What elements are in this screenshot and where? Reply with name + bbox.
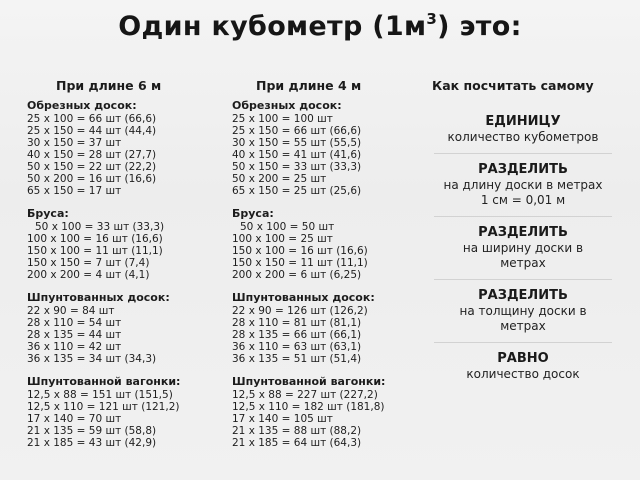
calc-step	[428, 161, 618, 208]
lumber-row: 28 x 110 = 81 шт (81,1)	[232, 317, 362, 329]
step-description: на длину доски в метрах	[443, 178, 603, 192]
lumber-row: 21 x 185 = 64 шт (64,3)	[232, 437, 362, 449]
group-title: Обрезных досок:	[27, 99, 137, 112]
lumber-group	[27, 292, 217, 365]
lumber-row: 17 x 140 = 105 шт	[232, 413, 333, 425]
lumber-row: 21 x 135 = 88 шт (88,2)	[232, 425, 362, 437]
column-length-6m	[27, 100, 217, 460]
lumber-group	[232, 208, 422, 281]
lumber-row: 30 x 150 = 55 шт (55,5)	[232, 137, 362, 149]
lumber-row: 36 x 110 = 63 шт (63,1)	[232, 341, 362, 353]
lumber-row: 28 x 135 = 44 шт	[27, 329, 122, 341]
lumber-row: 150 x 100 = 11 шт (11,1)	[27, 245, 163, 257]
lumber-row: 25 x 100 = 66 шт (66,6)	[27, 113, 157, 125]
step-verb: РАЗДЕЛИТЬ	[478, 162, 568, 177]
group-title: Шпунтованных досок:	[232, 291, 375, 304]
lumber-row: 36 x 135 = 51 шт (51,4)	[232, 353, 362, 365]
step-description: количество кубометров	[447, 130, 599, 144]
step-description: количество досок	[466, 367, 580, 381]
column-header-length-6m: При длине 6 м	[56, 78, 162, 93]
step-description: 1 см = 0,01 м	[480, 193, 566, 207]
lumber-row: 36 x 135 = 34 шт (34,3)	[27, 353, 157, 365]
group-title: Шпунтованной вагонки:	[27, 375, 181, 388]
lumber-row: 150 x 100 = 16 шт (16,6)	[232, 245, 368, 257]
lumber-row: 200 x 200 = 4 шт (4,1)	[27, 269, 150, 281]
lumber-group	[27, 376, 217, 449]
lumber-row: 22 x 90 = 84 шт	[27, 305, 115, 317]
title-superscript: 3	[426, 10, 438, 28]
lumber-row: 25 x 100 = 100 шт	[232, 113, 333, 125]
lumber-row: 25 x 150 = 66 шт (66,6)	[232, 125, 362, 137]
lumber-row: 50 x 100 = 33 шт (33,3)	[35, 221, 165, 233]
lumber-row: 12,5 x 110 = 121 шт (121,2)	[27, 401, 180, 413]
column-length-4m	[232, 100, 422, 460]
lumber-row: 40 x 150 = 41 шт (41,6)	[232, 149, 362, 161]
lumber-group	[232, 376, 422, 449]
calc-step	[428, 350, 618, 382]
lumber-row: 65 x 150 = 25 шт (25,6)	[232, 185, 362, 197]
step-divider	[434, 279, 612, 280]
lumber-row: 21 x 185 = 43 шт (42,9)	[27, 437, 157, 449]
step-verb: РАЗДЕЛИТЬ	[478, 225, 568, 240]
lumber-row: 100 x 100 = 16 шт (16,6)	[27, 233, 163, 245]
group-title: Бруса:	[27, 207, 69, 220]
calc-step	[428, 287, 618, 334]
lumber-row: 36 x 110 = 42 шт	[27, 341, 122, 353]
lumber-row: 17 x 140 = 70 шт	[27, 413, 122, 425]
lumber-row: 12,5 x 88 = 151 шт (151,5)	[27, 389, 173, 401]
step-divider	[434, 342, 612, 343]
step-description: на ширину доски в	[462, 241, 584, 255]
lumber-row: 200 x 200 = 6 шт (6,25)	[232, 269, 362, 281]
title-tail: ) это:	[437, 11, 522, 42]
column-header-length-4m: При длине 4 м	[256, 78, 362, 93]
lumber-row: 21 x 135 = 59 шт (58,8)	[27, 425, 157, 437]
step-divider	[434, 153, 612, 154]
lumber-row: 50 x 150 = 22 шт (22,2)	[27, 161, 157, 173]
lumber-row: 65 x 150 = 17 шт	[27, 185, 122, 197]
group-title: Шпунтованной вагонки:	[232, 375, 386, 388]
step-description: метрах	[500, 256, 546, 270]
lumber-row: 50 x 100 = 50 шт	[240, 221, 335, 233]
lumber-row: 12,5 x 110 = 182 шт (181,8)	[232, 401, 385, 413]
calc-step	[428, 113, 618, 145]
lumber-row: 50 x 200 = 16 шт (16,6)	[27, 173, 157, 185]
step-description: метрах	[500, 319, 546, 333]
lumber-row: 25 x 150 = 44 шт (44,4)	[27, 125, 157, 137]
lumber-row: 100 x 100 = 25 шт	[232, 233, 333, 245]
lumber-group	[27, 100, 217, 197]
lumber-group	[27, 208, 217, 281]
lumber-group	[232, 100, 422, 197]
page-title	[0, 10, 640, 42]
calc-step	[428, 224, 618, 271]
column-how-to-calc	[428, 113, 618, 390]
column-header-how-to-calc: Как посчитать самому	[432, 78, 594, 93]
lumber-row: 28 x 110 = 54 шт	[27, 317, 122, 329]
step-divider	[434, 216, 612, 217]
lumber-row: 28 x 135 = 66 шт (66,1)	[232, 329, 362, 341]
lumber-row: 50 x 200 = 25 шт	[232, 173, 327, 185]
lumber-row: 150 x 150 = 7 шт (7,4)	[27, 257, 150, 269]
title-main: Один кубометр (1м	[118, 11, 427, 42]
lumber-row: 22 x 90 = 126 шт (126,2)	[232, 305, 368, 317]
lumber-row: 40 x 150 = 28 шт (27,7)	[27, 149, 157, 161]
lumber-row: 30 x 150 = 37 шт	[27, 137, 122, 149]
step-verb: ЕДИНИЦУ	[485, 114, 561, 129]
lumber-row: 50 x 150 = 33 шт (33,3)	[232, 161, 362, 173]
group-title: Шпунтованных досок:	[27, 291, 170, 304]
lumber-row: 12,5 x 88 = 227 шт (227,2)	[232, 389, 378, 401]
group-title: Обрезных досок:	[232, 99, 342, 112]
lumber-group	[232, 292, 422, 365]
step-verb: РАЗДЕЛИТЬ	[478, 288, 568, 303]
group-title: Бруса:	[232, 207, 274, 220]
lumber-row: 150 x 150 = 11 шт (11,1)	[232, 257, 368, 269]
step-description: на толщину доски в	[459, 304, 587, 318]
step-verb: РАВНО	[497, 351, 549, 366]
